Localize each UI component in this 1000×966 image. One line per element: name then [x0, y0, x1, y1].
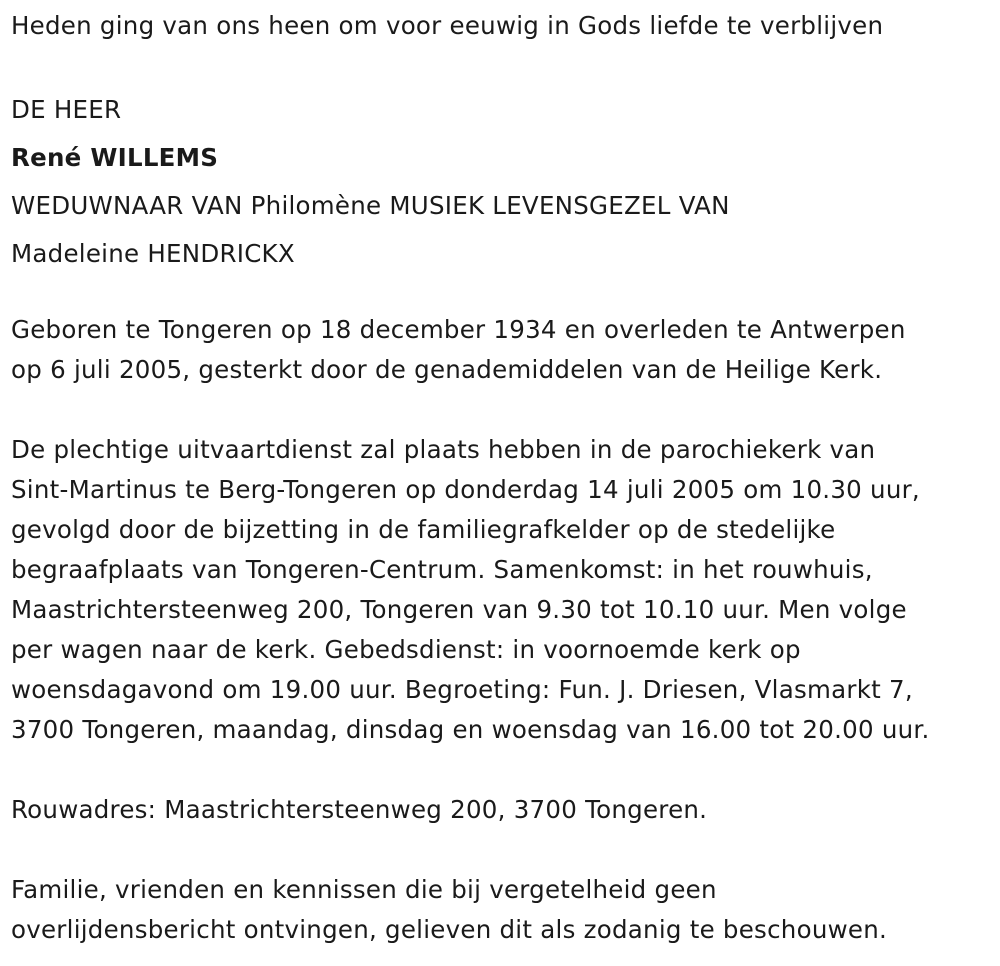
- funeral-paragraph: [11, 430, 996, 750]
- paragraph-line: Geboren te Tongeren op 18 december 1934 en overleden te Antwerpen: [11, 315, 906, 344]
- paragraph-line: gevolgd door de bijzetting in de familiegrafkelder op de stedelijke: [11, 515, 836, 544]
- title-prefix: DE HEER: [11, 95, 122, 124]
- relation-line: WEDUWNAAR VAN Philomène MUSIEK LEVENSGEZEL VAN: [11, 191, 730, 220]
- paragraph-line: 3700 Tongeren, maandag, dinsdag en woensdag van 16.00 tot 20.00 uur.: [11, 715, 930, 744]
- spacer: [11, 390, 996, 430]
- paragraph-line: begraafplaats van Tongeren-Centrum. Samenkomst: in het rouwhuis,: [11, 555, 873, 584]
- birth-death-paragraph: [11, 310, 996, 390]
- paragraph-line: woensdagavond om 19.00 uur. Begroeting: Fun. J. Driesen, Vlasmarkt 7,: [11, 675, 913, 704]
- paragraph-line: op 6 juli 2005, gesterkt door de genademiddelen van de Heilige Kerk.: [11, 355, 883, 384]
- paragraph-line: Sint-Martinus te Berg-Tongeren op donderdag 14 juli 2005 om 10.30 uur,: [11, 475, 920, 504]
- spacer: [11, 46, 996, 86]
- mourning-address: Rouwadres: Maastrichtersteenweg 200, 3700 Tongeren.: [11, 795, 708, 824]
- deceased-name: René WILLEMS: [11, 143, 219, 172]
- paragraph-line: Familie, vrienden en kennissen die bij vergetelheid geen: [11, 875, 717, 904]
- paragraph-line: overlijdensbericht ontvingen, gelieven dit als zodanig te beschouwen.: [11, 915, 888, 944]
- relation-line: Madeleine HENDRICKX: [11, 239, 295, 268]
- paragraph-line: De plechtige uitvaartdienst zal plaats hebben in de parochiekerk van: [11, 435, 876, 464]
- intro-text: Heden ging van ons heen om voor eeuwig in Gods liefde te verblijven: [11, 11, 884, 40]
- obituary-notice: [11, 6, 996, 950]
- spacer: [11, 830, 996, 870]
- paragraph-line: Maastrichtersteenweg 200, Tongeren van 9.30 tot 10.10 uur. Men volge: [11, 595, 907, 624]
- spacer: [11, 750, 996, 790]
- spacer: [11, 278, 996, 310]
- paragraph-line: per wagen naar de kerk. Gebedsdienst: in voornoemde kerk op: [11, 635, 801, 664]
- closing-paragraph: [11, 870, 996, 950]
